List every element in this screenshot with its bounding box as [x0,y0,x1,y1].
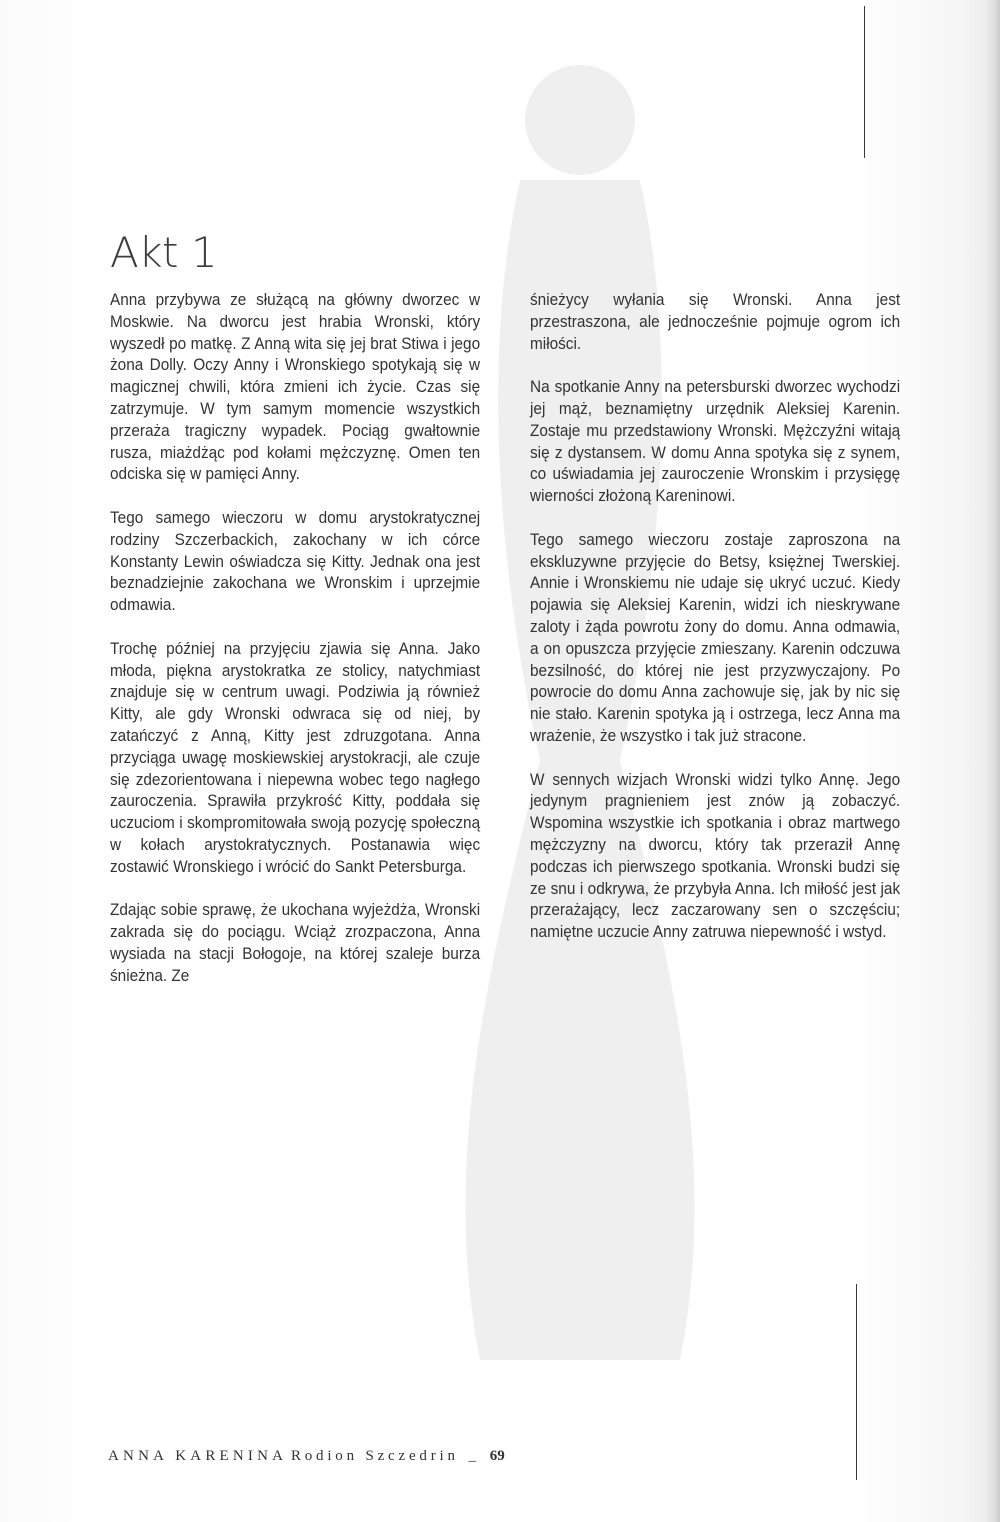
bottom-vertical-rule [856,1284,857,1480]
paragraph: śnieżycy wyłania się Wronski. Anna jest przestraszona, ale jednocześnie pojmuje ogrom ich miłości. [530,291,901,353]
paragraph: Trochę później na przyjęciu zjawia się Anna. Jako młoda, piękna arystokratka ze stolicy, natychmiast znajduje się w centrum uwagi. Podziwia ją również Kitty, ale gdy Wronski odwraca się od niej, by zatańczyć z Anną, Kitty jest zdruzgotana. Anna przyciąga uwagę moskiewskiej arystokracji, ale czuje się zdezorientowana i niepewna wobec tego nagłego zauroczenia. Sprawiła przykrość Kitty, poddała się uczuciom i skompromitowała swoją pozycję społeczną w kołach arystokratycznych. Postanawia więc zostawić Wronskiego i wrócić do Sankt Petersburga. [110,639,481,876]
page-number: 69 [489,1448,505,1464]
right-text-column [530,290,900,966]
paragraph: Zdając sobie sprawę, że ukochana wyjeżdża, Wronski zakrada się do pociągu. Wciąż zrozpaczona, Anna wysiada na stacji Bołogoje, na której szaleje burza śnieżna. Ze [110,901,481,985]
paragraph: Anna przybywa ze służącą na główny dworzec w Moskwie. Na dworcu jest hrabia Wronski, który wyszedł po matkę. Z Anną wita się jej brat Stiwa i jego żona Dolly. Oczy Anny i Wronskiego spotykają się w magicznej chwili, która zmieni ich życie. Czas się zatrzymuje. W tym samym momencie wszystkich przeraża tragiczny wypadek. Pociąg gwałtownie rusza, miażdżąc pod kołami mężczyznę. Omen ten odciska się w pamięci Anny. [110,291,481,484]
footer-book-title: ANNA KARENINA [108,1448,288,1464]
section-heading: Akt 1 [110,228,218,277]
top-vertical-rule [864,6,865,158]
page-footer [108,1448,505,1465]
left-text-column [110,290,480,1009]
paragraph: Tego samego wieczoru w domu arystokratycznej rodziny Szczerbackich, zakochany w ich córce Konstanty Lewin oświadcza się Kitty. Jednak ona jest beznadziejnie zakochana we Wronskim i uprzejmie odmawia. [110,508,481,615]
footer-author: Rodion Szczedrin [290,1448,459,1464]
page-edge-shadow [986,0,1000,1522]
paragraph: Tego samego wieczoru zostaje zaproszona na ekskluzywne przyjęcie do Betsy, księżnej Twerskiej. Annie i Wronskiemu nie udaje się ukryć uczuć. Kiedy pojawia się Aleksiej Karenin, widzi ich nieskrywane zaloty i żąda powrotu żony do domu. Anna odmawia, a on opuszcza przyjęcie zmieszany. Karenin odczuwa bezsilność, do której nie jest przyzwyczajony. Po powrocie do domu Anna zachowuje się, jak by nic się nie stało. Karenin spotyka ją i ostrzega, lecz Anna ma wrażenie, że wszystko i tak już stracone. [530,530,901,745]
paragraph: W sennych wizjach Wronski widzi tylko Annę. Jego jedynym pragnieniem jest znów ją zobaczyć. Wspomina wszystkie ich spotkania i obraz martwego mężczyzny na dworcu, który tak przeraził Annę podczas ich pierwszego spotkania. Wronski budzi się ze snu i odkrywa, że przybyła Anna. Ich miłość jest jak przerażający, lecz zaczarowany sen o szczęściu; namiętne uczucie Anny zatruwa niepewność i wstyd. [530,770,901,942]
paragraph: Na spotkanie Anny na petersburski dworzec wychodzi jej mąż, beznamiętny urzędnik Aleksiej Karenin. Zostaje mu przedstawiony Wronski. Mężczyźni witają się z dystansem. W domu Anna spotyka się z synem, co uświadamia jej zauroczenie Wronskim i przysięgę wierności złożoną Kareninowi. [530,378,901,506]
footer-separator: _ [468,1448,477,1464]
